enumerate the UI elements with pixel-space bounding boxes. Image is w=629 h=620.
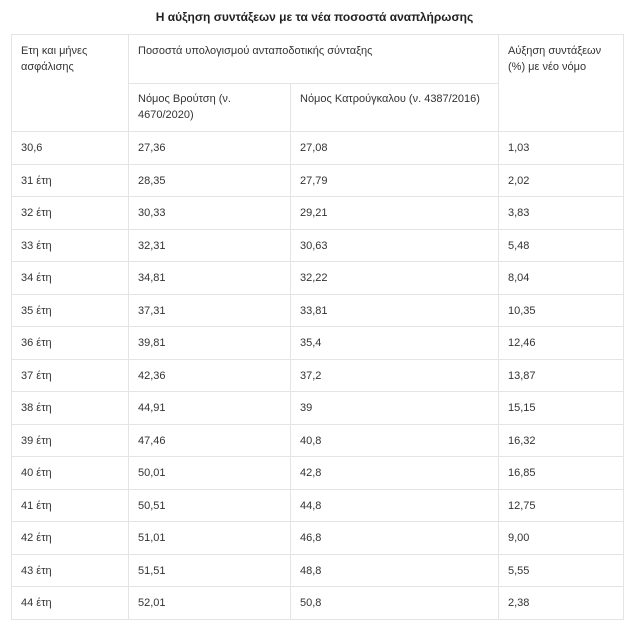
cell-katrougalou: 42,8 <box>291 457 499 490</box>
cell-vroutsi: 30,33 <box>129 197 291 230</box>
cell-increase: 3,83 <box>499 197 624 230</box>
cell-katrougalou: 32,22 <box>291 262 499 295</box>
table-row <box>12 164 624 197</box>
header-law-katrougalou: Νόμος Κατρούγκαλου (ν. 4387/2016) <box>291 84 499 132</box>
table-row <box>12 392 624 425</box>
table-row <box>12 587 624 620</box>
cell-increase: 5,48 <box>499 229 624 262</box>
cell-increase: 12,46 <box>499 327 624 360</box>
table-row <box>12 522 624 555</box>
cell-katrougalou: 30,63 <box>291 229 499 262</box>
cell-vroutsi: 50,51 <box>129 489 291 522</box>
cell-years: 34 έτη <box>12 262 129 295</box>
table-row <box>12 132 624 165</box>
table-row <box>12 327 624 360</box>
cell-years: 41 έτη <box>12 489 129 522</box>
header-years: Ετη και μήνες ασφάλισης <box>12 35 129 132</box>
cell-katrougalou: 39 <box>291 392 499 425</box>
cell-katrougalou: 33,81 <box>291 294 499 327</box>
cell-increase: 16,32 <box>499 424 624 457</box>
cell-increase: 8,04 <box>499 262 624 295</box>
table-row <box>12 489 624 522</box>
table-row <box>12 229 624 262</box>
header-row <box>12 35 624 84</box>
cell-vroutsi: 27,36 <box>129 132 291 165</box>
cell-vroutsi: 52,01 <box>129 587 291 620</box>
cell-vroutsi: 51,01 <box>129 522 291 555</box>
cell-vroutsi: 44,91 <box>129 392 291 425</box>
cell-katrougalou: 50,8 <box>291 587 499 620</box>
table-row <box>12 294 624 327</box>
cell-katrougalou: 27,79 <box>291 164 499 197</box>
cell-years: 42 έτη <box>12 522 129 555</box>
cell-years: 31 έτη <box>12 164 129 197</box>
table-title: Η αύξηση συντάξεων με τα νέα ποσοστά αναπλήρωσης <box>155 10 474 24</box>
table-row <box>12 424 624 457</box>
cell-years: 32 έτη <box>12 197 129 230</box>
cell-years: 43 έτη <box>12 554 129 587</box>
cell-increase: 1,03 <box>499 132 624 165</box>
cell-years: 39 έτη <box>12 424 129 457</box>
cell-increase: 12,75 <box>499 489 624 522</box>
cell-katrougalou: 29,21 <box>291 197 499 230</box>
cell-increase: 2,38 <box>499 587 624 620</box>
cell-increase: 15,15 <box>499 392 624 425</box>
table-row <box>12 262 624 295</box>
header-law-vroutsi: Νόμος Βρούτση (ν. 4670/2020) <box>129 84 291 132</box>
table-row <box>12 197 624 230</box>
cell-years: 38 έτη <box>12 392 129 425</box>
cell-years: 36 έτη <box>12 327 129 360</box>
cell-vroutsi: 42,36 <box>129 359 291 392</box>
cell-katrougalou: 44,8 <box>291 489 499 522</box>
cell-years: 44 έτη <box>12 587 129 620</box>
table-row <box>12 359 624 392</box>
cell-increase: 10,35 <box>499 294 624 327</box>
cell-vroutsi: 28,35 <box>129 164 291 197</box>
cell-years: 40 έτη <box>12 457 129 490</box>
cell-increase: 13,87 <box>499 359 624 392</box>
header-rate-group: Ποσοστά υπολογισμού ανταποδοτικής σύνταξης <box>129 35 499 84</box>
cell-katrougalou: 46,8 <box>291 522 499 555</box>
cell-vroutsi: 47,46 <box>129 424 291 457</box>
cell-vroutsi: 50,01 <box>129 457 291 490</box>
cell-vroutsi: 51,51 <box>129 554 291 587</box>
cell-vroutsi: 37,31 <box>129 294 291 327</box>
cell-katrougalou: 40,8 <box>291 424 499 457</box>
table-row <box>12 554 624 587</box>
cell-vroutsi: 32,31 <box>129 229 291 262</box>
cell-years: 37 έτη <box>12 359 129 392</box>
table-row <box>12 457 624 490</box>
cell-years: 30,6 <box>12 132 129 165</box>
cell-increase: 9,00 <box>499 522 624 555</box>
cell-vroutsi: 39,81 <box>129 327 291 360</box>
cell-katrougalou: 37,2 <box>291 359 499 392</box>
cell-katrougalou: 27,08 <box>291 132 499 165</box>
cell-increase: 16,85 <box>499 457 624 490</box>
pension-table <box>11 34 624 620</box>
cell-increase: 5,55 <box>499 554 624 587</box>
cell-increase: 2,02 <box>499 164 624 197</box>
cell-vroutsi: 34,81 <box>129 262 291 295</box>
cell-years: 33 έτη <box>12 229 129 262</box>
header-increase: Αύξηση συντάξεων (%) με νέο νόμο <box>499 35 624 132</box>
cell-katrougalou: 35,4 <box>291 327 499 360</box>
cell-years: 35 έτη <box>12 294 129 327</box>
cell-katrougalou: 48,8 <box>291 554 499 587</box>
